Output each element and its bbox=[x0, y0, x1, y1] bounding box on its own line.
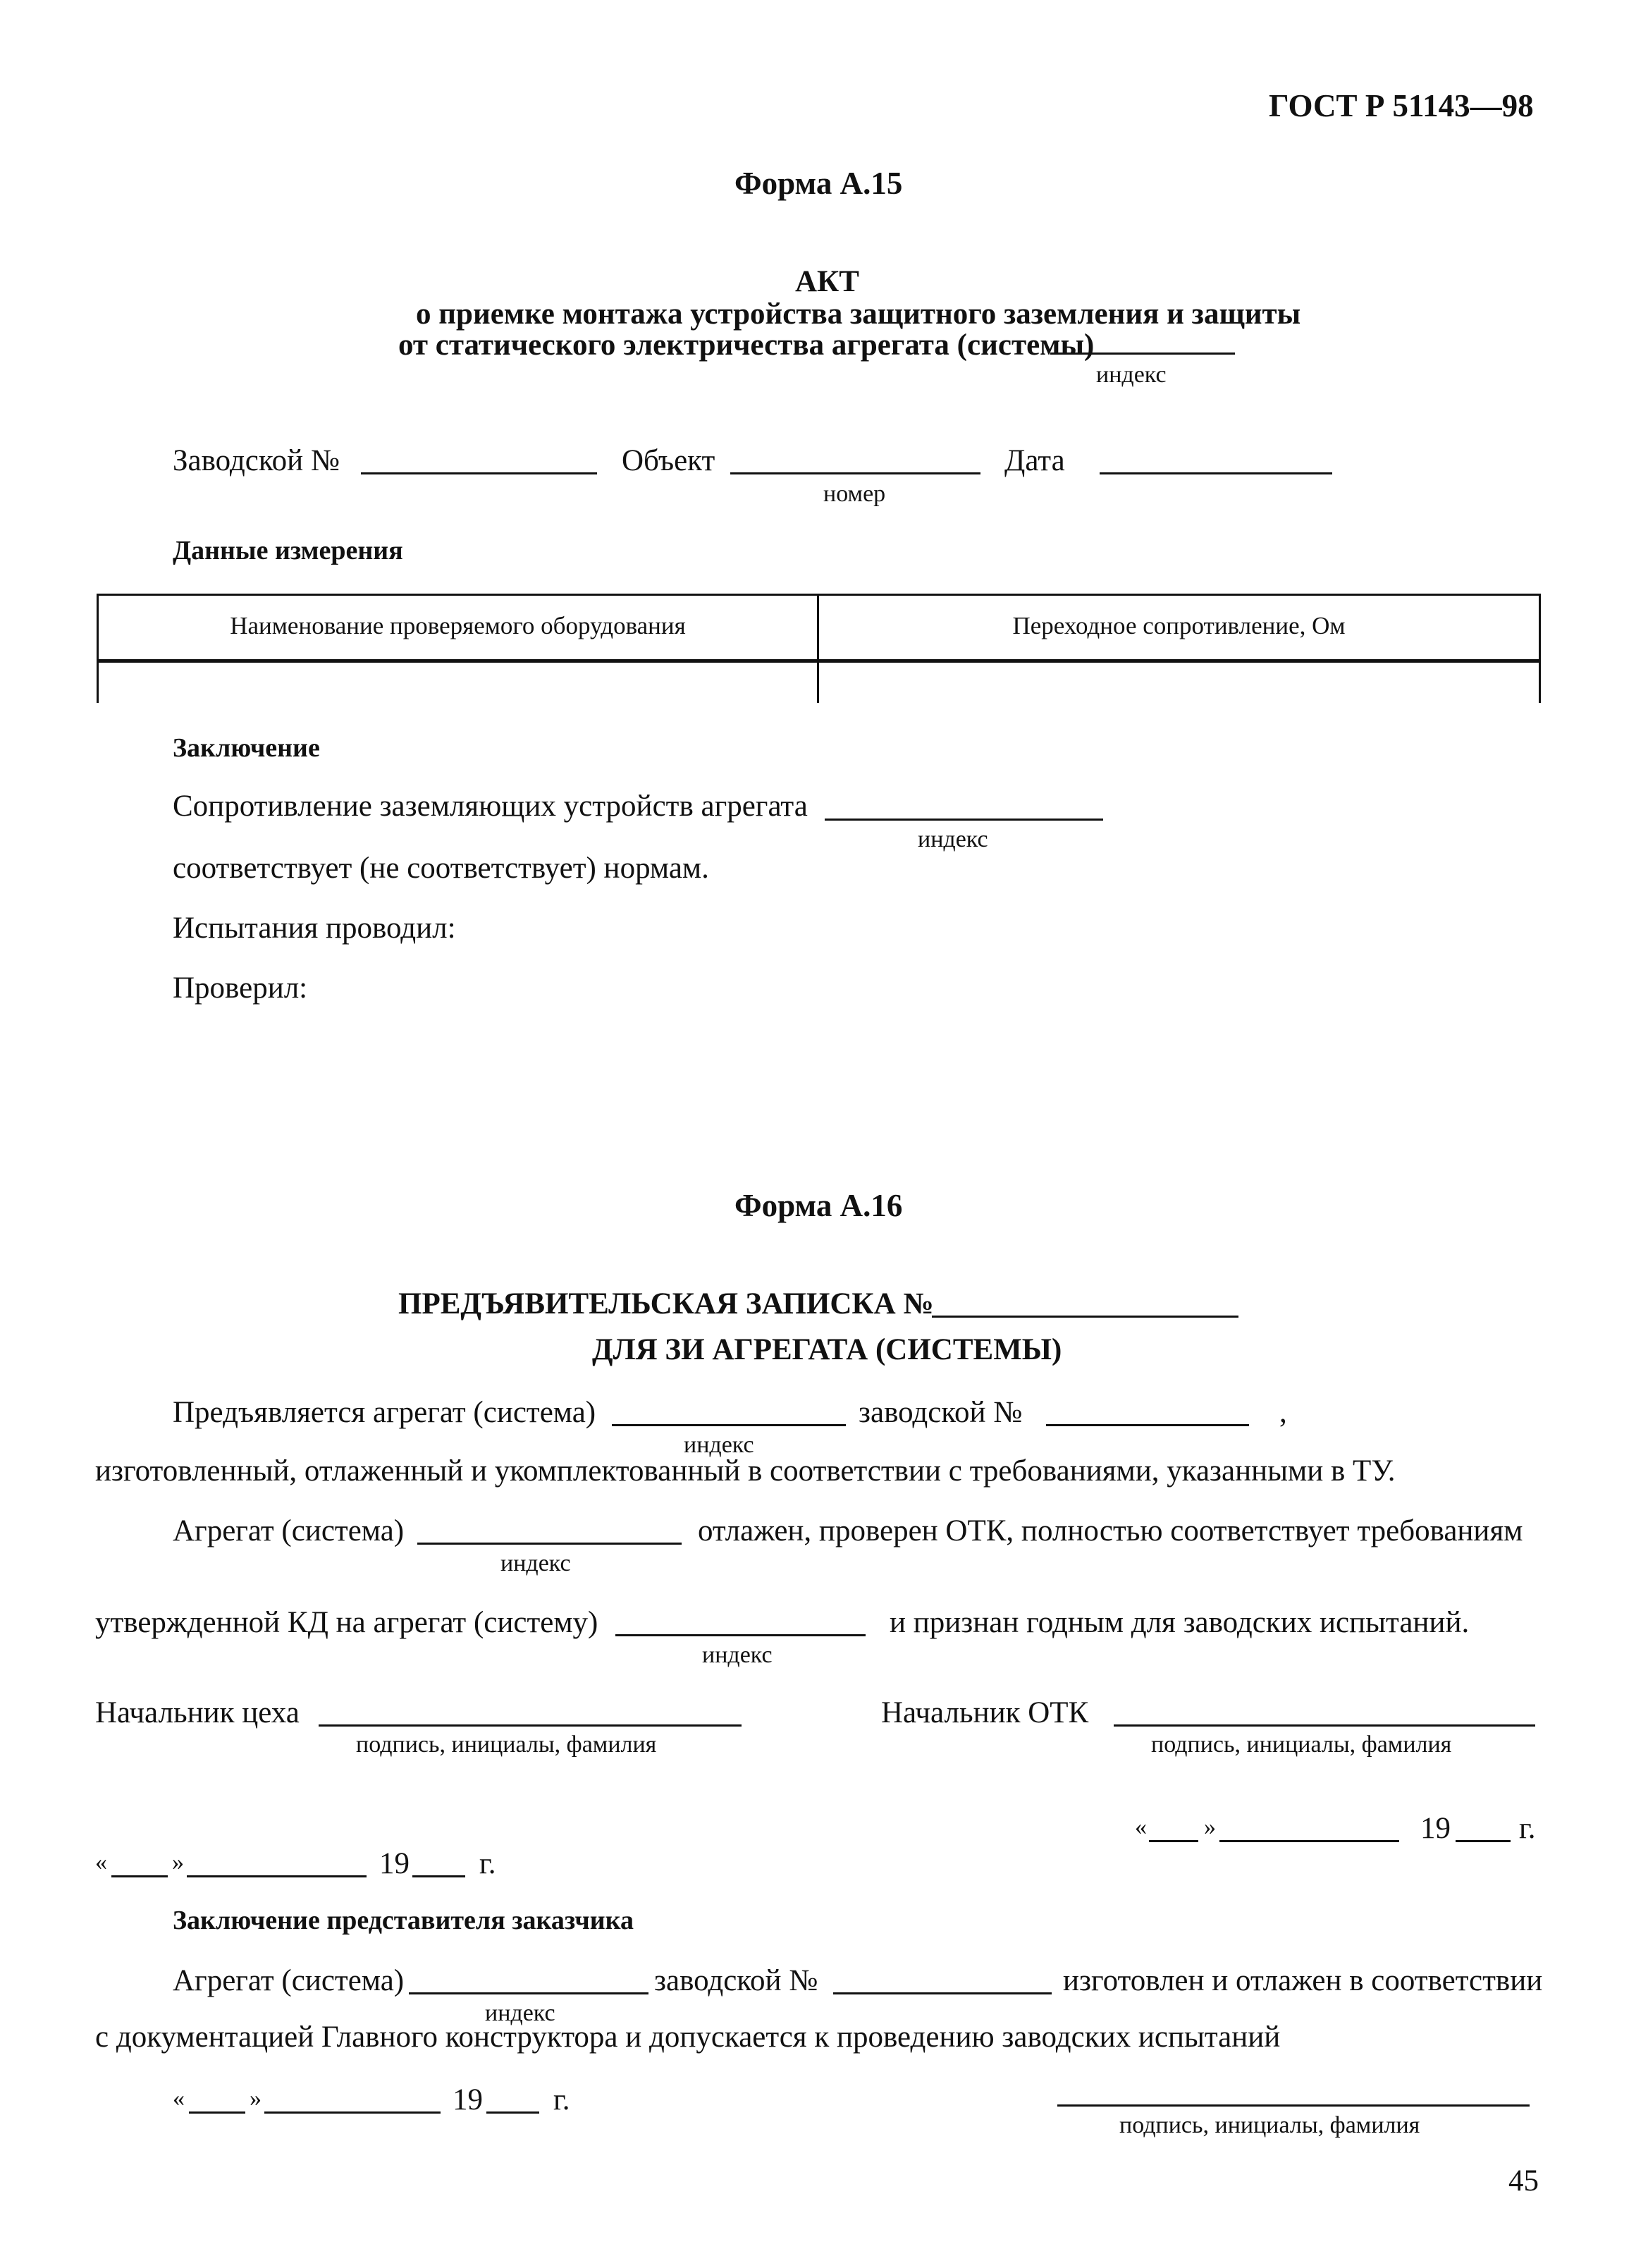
approved-index-caption: индекс bbox=[702, 1642, 773, 1668]
table-column-divider bbox=[817, 594, 819, 703]
customer-date-year-prefix: 19 bbox=[453, 2083, 483, 2116]
shop-date-month-field[interactable] bbox=[187, 1875, 367, 1877]
shop-date-open-quote: « bbox=[95, 1849, 107, 1875]
date-label: Дата bbox=[1004, 444, 1065, 477]
customer-date-close-quote: » bbox=[250, 2085, 262, 2111]
presented-factory-label: заводской № bbox=[859, 1396, 1023, 1429]
otk-date-month-field[interactable] bbox=[1219, 1840, 1399, 1842]
shop-date-close-quote: » bbox=[172, 1849, 184, 1875]
factory-no-label: Заводской № bbox=[173, 444, 340, 477]
customer-signature-field[interactable] bbox=[1057, 2104, 1530, 2107]
unit-text-after: отлажен, проверен ОТК, полностью соответствует требованиям bbox=[698, 1514, 1523, 1547]
shop-head-signature-field[interactable] bbox=[319, 1724, 742, 1727]
shop-date-year-field[interactable] bbox=[412, 1875, 465, 1877]
table-left-border bbox=[97, 594, 99, 703]
customer-factory-label: заводской № bbox=[654, 1964, 818, 1997]
approved-text-after: и признан годным для заводских испытаний. bbox=[890, 1606, 1470, 1639]
tested-by-label: Испытания проводил: bbox=[173, 912, 456, 945]
checked-by-label: Проверил: bbox=[173, 971, 308, 1005]
customer-text-after: изготовлен и отлажен в соответствии bbox=[1063, 1964, 1543, 1997]
shop-date-day-field[interactable] bbox=[111, 1875, 168, 1877]
customer-factory-field[interactable] bbox=[833, 1992, 1052, 1994]
shop-head-label: Начальник цеха bbox=[95, 1696, 300, 1729]
table-header-equipment: Наименование проверяемого оборудования bbox=[230, 612, 686, 639]
unit-index-caption: индекс bbox=[500, 1550, 571, 1576]
customer-unit-label: Агрегат (система) bbox=[173, 1964, 405, 1997]
otk-date-year-field[interactable] bbox=[1456, 1840, 1511, 1842]
customer-date-year-field[interactable] bbox=[486, 2111, 539, 2114]
customer-heading: Заключение представителя заказчика bbox=[173, 1906, 634, 1935]
customer-unit-index-field[interactable] bbox=[409, 1992, 648, 1994]
date-field[interactable] bbox=[1100, 472, 1332, 474]
shop-date-year-suffix: г. bbox=[479, 1847, 496, 1880]
resistance-text: Сопротивление заземляющих устройств агрегата bbox=[173, 790, 808, 823]
note-title-line1: ПРЕДЪЯВИТЕЛЬСКАЯ ЗАПИСКА № bbox=[398, 1287, 934, 1320]
note-title-line2: ДЛЯ ЗИ АГРЕГАТА (СИСТЕМЫ) bbox=[592, 1333, 1062, 1366]
otk-head-label: Начальник ОТК bbox=[881, 1696, 1089, 1729]
approved-index-field[interactable] bbox=[615, 1634, 866, 1636]
note-number-field[interactable] bbox=[932, 1316, 1238, 1318]
act-title: АКТ bbox=[795, 265, 859, 298]
presented-factory-field[interactable] bbox=[1046, 1424, 1249, 1426]
form-a16-title: Форма А.16 bbox=[734, 1188, 903, 1223]
customer-date-day-field[interactable] bbox=[189, 2111, 245, 2114]
otk-head-signature-caption: подпись, инициалы, фамилия bbox=[1151, 1731, 1452, 1758]
otk-date-day-field[interactable] bbox=[1149, 1840, 1198, 1842]
resistance-index-field[interactable] bbox=[825, 819, 1103, 821]
otk-date-open-quote: « bbox=[1135, 1814, 1147, 1840]
page-number: 45 bbox=[1508, 2164, 1539, 2197]
compliance-text: соответствует (не соответствует) нормам. bbox=[173, 852, 709, 885]
presented-index-field[interactable] bbox=[612, 1424, 846, 1426]
shop-head-signature-caption: подпись, инициалы, фамилия bbox=[356, 1731, 657, 1758]
otk-head-signature-field[interactable] bbox=[1114, 1724, 1535, 1727]
presented-label: Предъявляется агрегат (система) bbox=[173, 1396, 596, 1429]
object-number-caption: номер bbox=[823, 481, 886, 507]
conclusion-heading: Заключение bbox=[173, 733, 320, 763]
table-header-bottom-border bbox=[97, 659, 1540, 663]
standard-code: ГОСТ Р 51143—98 bbox=[1269, 88, 1534, 123]
act-index-caption: индекс bbox=[1096, 362, 1167, 388]
customer-date-month-field[interactable] bbox=[264, 2111, 441, 2114]
customer-signature-caption: подпись, инициалы, фамилия bbox=[1119, 2112, 1420, 2138]
object-field[interactable] bbox=[730, 472, 980, 474]
act-subtitle-line1: о приемке монтажа устройства защитного заземления и защиты bbox=[416, 298, 1301, 331]
presented-comma: , bbox=[1279, 1396, 1287, 1429]
customer-date-year-suffix: г. bbox=[553, 2083, 570, 2116]
table-header-resistance: Переходное сопротивление, Ом bbox=[1012, 612, 1346, 639]
customer-unit-index-caption: индекс bbox=[485, 2000, 555, 2026]
customer-date-open-quote: « bbox=[173, 2085, 185, 2111]
act-index-field[interactable] bbox=[1050, 353, 1235, 355]
otk-date-year-prefix: 19 bbox=[1420, 1812, 1451, 1845]
resistance-index-caption: индекс bbox=[918, 826, 988, 852]
factory-no-field[interactable] bbox=[361, 472, 597, 474]
presented-index-caption: индекс bbox=[684, 1432, 754, 1458]
measurement-heading: Данные измерения bbox=[173, 536, 403, 565]
otk-date-year-suffix: г. bbox=[1519, 1812, 1536, 1845]
manufactured-text: изготовленный, отлаженный и укомплектованный в соответствии с требованиями, указанными в ТУ. bbox=[95, 1454, 1396, 1488]
act-subtitle-line2: от статического электричества агрегата (системы) bbox=[398, 329, 1095, 362]
unit-index-field[interactable] bbox=[417, 1543, 682, 1545]
customer-text-line2: с документацией Главного конструктора и допускается к проведению заводских испытаний bbox=[95, 2021, 1281, 2054]
unit-label: Агрегат (система) bbox=[173, 1514, 405, 1547]
table-right-border bbox=[1539, 594, 1541, 703]
object-label: Объект bbox=[622, 444, 715, 477]
form-a15-title: Форма А.15 bbox=[734, 166, 903, 201]
shop-date-year-prefix: 19 bbox=[379, 1847, 410, 1880]
approved-label: утвержденной КД на агрегат (систему) bbox=[95, 1606, 598, 1639]
otk-date-close-quote: » bbox=[1204, 1814, 1216, 1840]
